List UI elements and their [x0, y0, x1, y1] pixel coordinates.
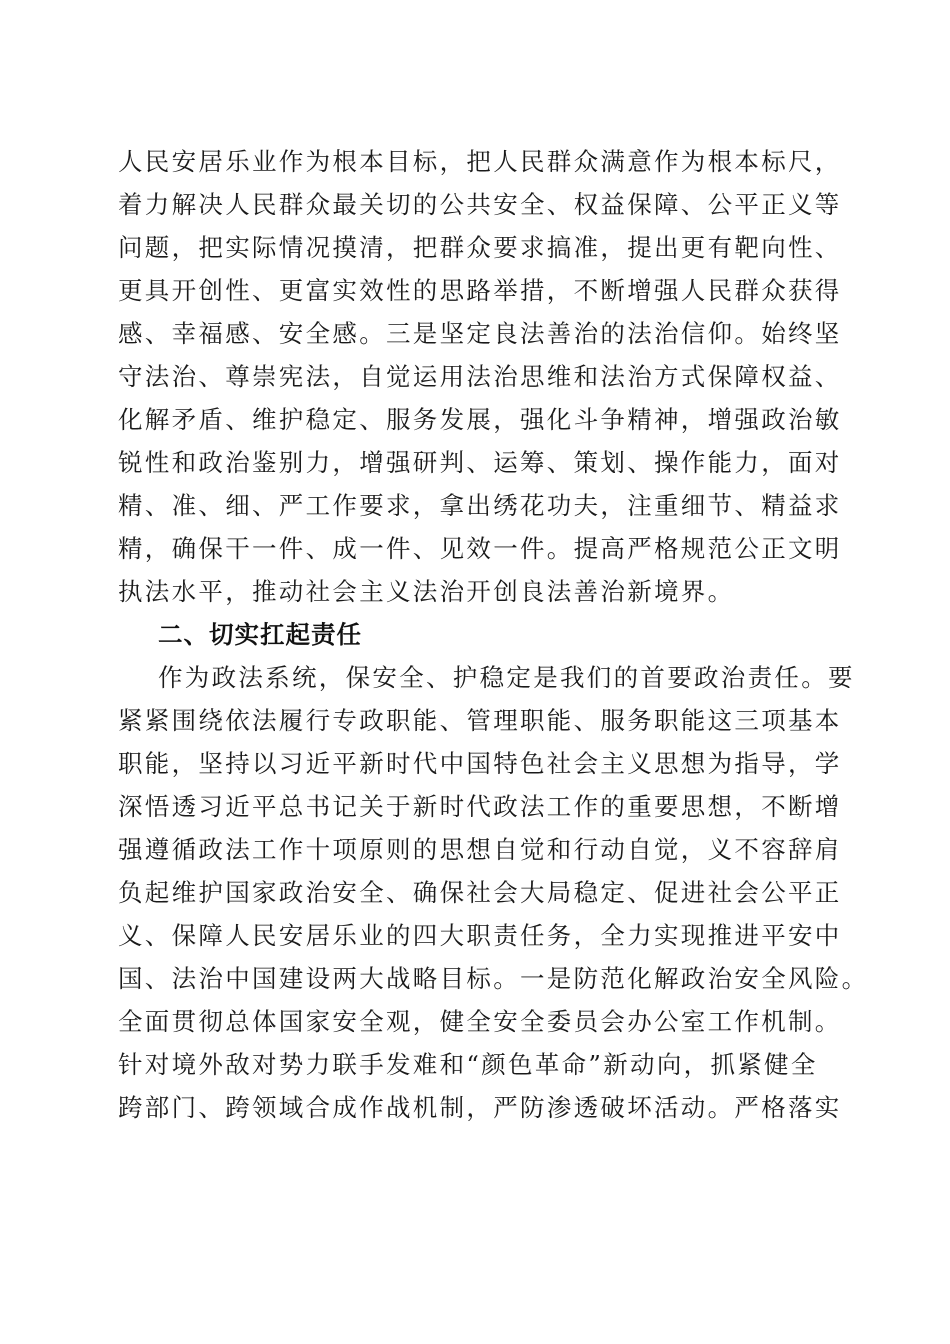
text-line: 全面贯彻总体国家安全观，健全安全委员会办公室工作机制。	[118, 1007, 842, 1036]
text-line: 执法水平，推动社会主义法治开创良法善治新境界。	[118, 577, 735, 606]
text-line: 跨部门、跨领域合成作战机制，严防渗透破坏活动。严格落实	[118, 1093, 842, 1122]
text-line: 义、保障人民安居乐业的四大职责任务，全力实现推进平安中	[118, 921, 842, 950]
text-line: 精，确保干一件、成一件、见效一件。提高严格规范公正文明	[118, 534, 842, 563]
text-line: 负起维护国家政治安全、确保社会大局稳定、促进社会公平正	[118, 878, 842, 907]
text-line: 化解矛盾、维护稳定、服务发展，强化斗争精神，增强政治敏	[118, 405, 842, 434]
text-line: 强遵循政法工作十项原则的思想自觉和行动自觉，义不容辞肩	[118, 835, 842, 864]
text-line: 人民安居乐业作为根本目标，把人民群众满意作为根本标尺，	[118, 147, 842, 176]
text-line: 精、准、细、严工作要求，拿出绣花功夫，注重细节、精益求	[118, 491, 842, 520]
text-line: 紧紧围绕依法履行专政职能、管理职能、服务职能这三项基本	[118, 706, 842, 735]
text-line: 职能，坚持以习近平新时代中国特色社会主义思想为指导，学	[118, 749, 842, 778]
text-line: 针对境外敌对势力联手发难和“颜色革命”新动向，抓紧健全	[118, 1050, 818, 1079]
text-line: 锐性和政治鉴别力，增强研判、运筹、策划、操作能力，面对	[118, 448, 842, 477]
text-line: 深悟透习近平总书记关于新时代政法工作的重要思想，不断增	[118, 792, 842, 821]
section-heading: 二、切实扛起责任	[158, 620, 362, 649]
text-line: 问题，把实际情况摸清，把群众要求搞准，提出更有靶向性、	[118, 233, 842, 262]
text-line: 守法治、尊崇宪法，自觉运用法治思维和法治方式保障权益、	[118, 362, 842, 391]
text-line: 着力解决人民群众最关切的公共安全、权益保障、公平正义等	[118, 190, 842, 219]
text-line: 国、法治中国建设两大战略目标。一是防范化解政治安全风险。	[118, 964, 869, 993]
paragraph-first-line: 作为政法系统，保安全、护稳定是我们的首要政治责任。要	[158, 663, 855, 692]
text-line: 更具开创性、更富实效性的思路举措，不断增强人民群众获得	[118, 276, 842, 305]
text-line: 感、幸福感、安全感。三是坚定良法善治的法治信仰。始终坚	[118, 319, 842, 348]
